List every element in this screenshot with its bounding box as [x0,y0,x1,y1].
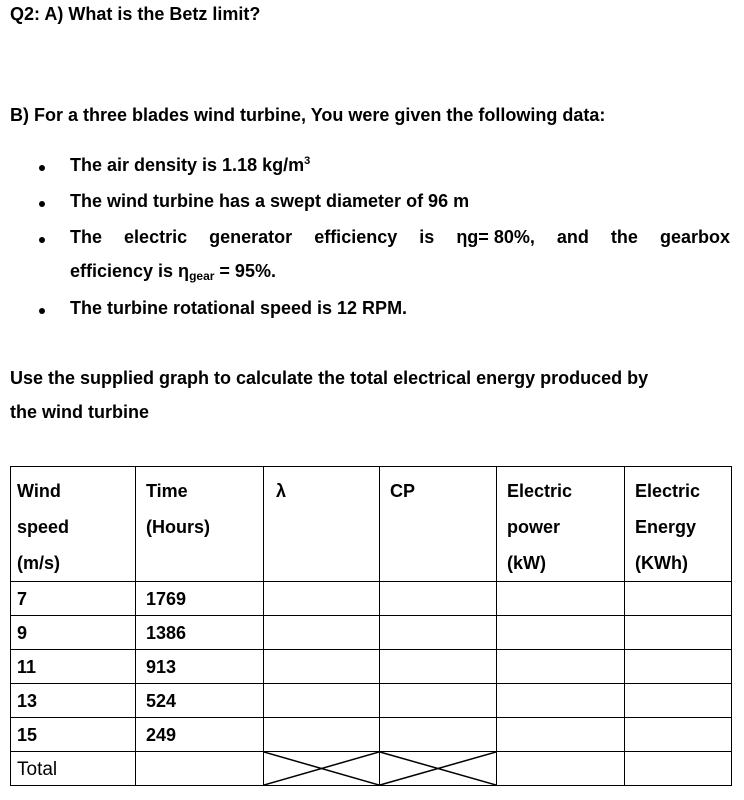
cell-wind-speed: 7 [11,582,136,616]
cell-cp[interactable] [380,650,497,684]
cell-total-label: Total [11,752,136,786]
cell-lambda[interactable] [264,718,380,752]
cell-electric-power[interactable] [497,650,625,684]
cell-total-energy[interactable] [625,752,732,786]
table-header-row [11,467,732,582]
cell-wind-speed: 9 [11,616,136,650]
cell-electric-power[interactable] [497,616,625,650]
cell-electric-energy[interactable] [625,684,732,718]
cell-wind-speed: 15 [11,718,136,752]
cell-crossed-cp [380,752,497,786]
cell-time: 1769 [136,582,264,616]
cell-electric-energy[interactable] [625,616,732,650]
cell-electric-power[interactable] [497,718,625,752]
table-row [11,650,732,684]
cell-electric-energy[interactable] [625,582,732,616]
cell-time: 913 [136,650,264,684]
cell-lambda[interactable] [264,650,380,684]
cell-lambda[interactable] [264,582,380,616]
bullet-efficiency-line1: The electric generator efficiency is ηg= 80%, and the gearbox [70,227,730,247]
bullet-dot-icon [39,308,45,314]
header-cp: CP [380,467,497,582]
cell-time: 249 [136,718,264,752]
header-lambda: λ [264,467,380,582]
header-time: Time (Hours) [136,467,264,582]
cross-out-icon [380,752,496,785]
cell-lambda[interactable] [264,616,380,650]
cell-electric-energy[interactable] [625,718,732,752]
cell-time: 524 [136,684,264,718]
instruction-line-1: Use the supplied graph to calculate the total electrical energy produced by [10,368,649,388]
header-electric-power: Electric power (kW) [497,467,625,582]
table-row [11,582,732,616]
bullet-rotational-speed: The turbine rotational speed is 12 RPM. [70,298,408,318]
table-row [11,684,732,718]
cell-cp[interactable] [380,718,497,752]
cell-electric-power[interactable] [497,582,625,616]
table-row [11,616,732,650]
bullet-dot-icon [39,201,45,207]
bullet-dot-icon [39,165,45,171]
table-total-row [11,752,732,786]
instruction-line-2: the wind turbine [10,402,149,422]
table-row [11,718,732,752]
cell-lambda[interactable] [264,684,380,718]
bullet-diameter: The wind turbine has a swept diameter of 96 m [70,191,470,211]
cell-time: 1386 [136,616,264,650]
cell-cp[interactable] [380,582,497,616]
header-wind-speed: Wind speed (m/s) [11,467,136,582]
bullet-efficiency-line2: efficiency is $\eta_{gear} = 95\%$. [70,261,276,283]
cross-out-icon [264,752,379,785]
cell-wind-speed: 11 [11,650,136,684]
wind-data-table [10,466,732,786]
header-electric-energy: Electric Energy (KWh) [625,467,732,582]
cell-cp[interactable] [380,684,497,718]
cell-cp[interactable] [380,616,497,650]
cell-wind-speed: 13 [11,684,136,718]
bullet-dot-icon [39,237,45,243]
cell-electric-power[interactable] [497,684,625,718]
cell-total-time[interactable] [136,752,264,786]
question-part-b: B) For a three blades wind turbine, You were given the following data: [10,105,606,125]
bullet-air-density: The air density is 1.18 $kg/m^3$ [70,155,311,175]
cell-electric-energy[interactable] [625,650,732,684]
cell-total-power[interactable] [497,752,625,786]
question-part-a: Q2: A) What is the Betz limit? [10,4,261,24]
cell-crossed-lambda [264,752,380,786]
